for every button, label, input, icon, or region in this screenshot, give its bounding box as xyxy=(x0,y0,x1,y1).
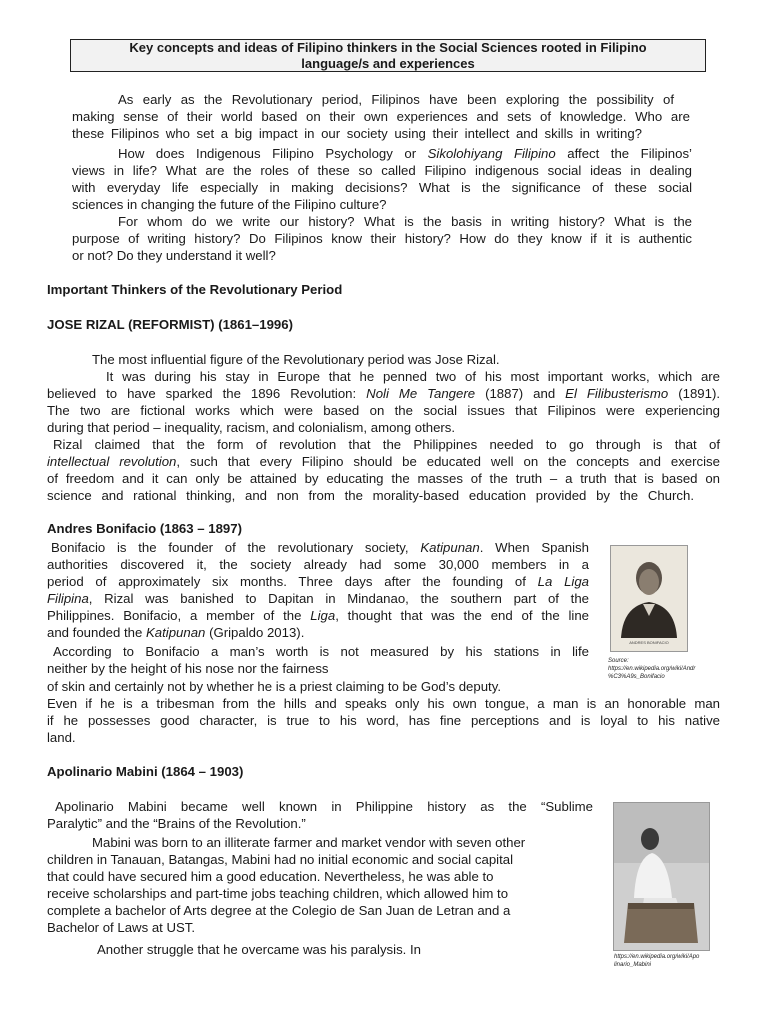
text-run: believed to have sparked the 1896 Revolution: xyxy=(47,386,367,401)
text-run: How does Indigenous Filipino Psychology or xyxy=(118,146,428,161)
italic-term: Liga xyxy=(310,608,336,623)
intro-line: making sense of their world based on their own experiences and sets of knowledge. Who are xyxy=(72,109,690,124)
intro-line: As early as the Revolutionary period, Filipinos have been exploring the possibility of xyxy=(118,92,674,107)
italic-title: Noli Me Tangere xyxy=(366,386,476,401)
intro-line: purpose of writing history? Do Filipinos know their history? How do they know if it is authentic xyxy=(72,231,692,246)
intro-line xyxy=(118,145,692,162)
mabini-line: complete a bachelor of Arts degree at the Colegio de San Juan de Letran and a xyxy=(47,903,511,918)
intro-line: or not? Do they understand it well? xyxy=(72,248,276,263)
text-run: Philippines. Bonifacio, a member of the xyxy=(47,608,311,623)
photo-drawing xyxy=(614,803,709,950)
bonifacio-line: authorities discovered it, the society already had some 30,000 members in a xyxy=(47,557,589,572)
mabini-line: receive scholarships and part-time jobs teaching children, which allowed him to xyxy=(47,886,509,901)
bonifacio-line: if he possesses good character, is true to his word, has fine perceptions and is loyal to his native xyxy=(47,713,720,728)
rizal-line: The two are fictional works which were based on the social issues that Filipinos were experiencing xyxy=(47,403,720,418)
mabini-line: Bachelor of Laws at UST. xyxy=(47,920,196,935)
rizal-line: The most influential figure of the Revolutionary period was Jose Rizal. xyxy=(92,352,500,367)
bonifacio-line: neither by the height of his nose nor the fairness xyxy=(47,661,329,676)
text-run: (1891). xyxy=(668,386,721,401)
text-run: , thought that was the end of the line xyxy=(335,608,589,623)
italic-term: Filipina xyxy=(47,591,89,606)
text-run: Bonifacio is the founder of the revolutionary society, xyxy=(51,540,421,555)
intro-line: with everyday life especially in making decisions? What is the significance of these social xyxy=(72,180,692,195)
text-run: , Rizal was banished to Dapitan in Mindanao, the southern part of the xyxy=(88,591,589,606)
rizal-line: Rizal claimed that the form of revolution that the Philippines needed to go through is that of xyxy=(53,437,720,452)
mabini-line: Apolinario Mabini became well known in Philippine history as the “Sublime xyxy=(55,799,593,814)
mabini-line: Paralytic” and the “Brains of the Revolution.” xyxy=(47,816,306,831)
section-heading: Important Thinkers of the Revolutionary Period xyxy=(47,282,343,297)
intro-line: views in life? What are the roles of these so called Filipino indigenous social ideas in dealing xyxy=(72,163,692,178)
bonifacio-line xyxy=(47,607,589,624)
source-label: Source: xyxy=(608,658,629,664)
portrait-caption: ANDRES BONIFACIO xyxy=(629,640,669,645)
document-title-line2: language/s and experiences xyxy=(301,56,475,71)
mabini-heading: Apolinario Mabini (1864 – 1903) xyxy=(47,764,244,779)
italic-term: Katipunan xyxy=(420,540,480,555)
bonifacio-source xyxy=(608,657,718,681)
italic-term: intellectual revolution xyxy=(47,454,177,469)
rizal-heading: JOSE RIZAL (REFORMIST) (1861–1996) xyxy=(47,317,293,332)
text-run: . When Spanish xyxy=(479,540,589,555)
italic-term: Katipunan xyxy=(146,625,206,640)
bonifacio-line xyxy=(51,539,589,556)
bonifacio-line: land. xyxy=(47,730,76,745)
bonifacio-line: According to Bonifacio a man’s worth is not measured by his stations in life xyxy=(53,644,589,659)
mabini-line: that could have secured him a good education. Nevertheless, he was able to xyxy=(47,869,494,884)
mabini-photo xyxy=(613,802,710,951)
rizal-line: during that period – inequality, racism, and colonialism, among others. xyxy=(47,420,456,435)
bonifacio-portrait xyxy=(610,545,688,652)
source-url: https://en.wikipedia.org/wiki/Apo xyxy=(614,954,700,960)
text-run: , such that every Filipino should be educated well on the concepts and exercise xyxy=(176,454,720,469)
rizal-line xyxy=(47,453,720,470)
intro-line: sciences in changing the future of the Filipino culture? xyxy=(72,197,387,212)
text-run: period of approximately six months. Three days after the founding of xyxy=(47,574,538,589)
text-run: (1887) and xyxy=(475,386,566,401)
bonifacio-line xyxy=(47,624,589,641)
text-run: (Gripaldo 2013). xyxy=(205,625,305,640)
text-run: and founded the xyxy=(47,625,146,640)
source-url: https://en.wikipedia.org/wiki/Andr xyxy=(608,666,696,672)
bonifacio-line: of skin and certainly not by whether he is a priest claiming to be God’s deputy. xyxy=(47,679,501,694)
italic-term: Sikolohiyang Filipino xyxy=(427,146,556,161)
mabini-line: Mabini was born to an illiterate farmer and market vendor with seven other xyxy=(92,835,526,850)
italic-title: El Filibusterismo xyxy=(565,386,669,401)
bonifacio-line xyxy=(47,590,589,607)
source-url: %C3%A9s_Bonifacio xyxy=(608,674,665,680)
rizal-line xyxy=(47,385,720,402)
mabini-line: Another struggle that he overcame was his paralysis. In xyxy=(97,942,421,957)
bonifacio-line: Even if he is a tribesman from the hills and speaks only his own tongue, a man is an honorable man xyxy=(47,696,720,711)
intro-line: For whom do we write our history? What is the basis in writing history? What is the xyxy=(118,214,692,229)
italic-term: La Liga xyxy=(537,574,590,589)
bonifacio-line xyxy=(47,573,589,590)
mabini-source xyxy=(614,953,724,969)
rizal-line: of freedom and it can only be attained by educating the masses of the truth – a truth that is based on xyxy=(47,471,720,486)
portrait-drawing xyxy=(611,546,687,651)
rizal-line: It was during his stay in Europe that he penned two of his most important works, which are xyxy=(106,369,720,384)
text-run: affect the Filipinos’ xyxy=(555,146,692,161)
document-title-line1: Key concepts and ideas of Filipino thinkers in the Social Sciences rooted in Filipino xyxy=(129,40,647,55)
intro-line: these Filipinos who set a big impact in our society using their intellect and skills in writing? xyxy=(72,126,642,141)
rizal-line: science and rational thinking, and non from the morality-based education provided by the Church. xyxy=(47,488,694,503)
source-url: linario_Mabini xyxy=(614,962,652,968)
bonifacio-heading: Andres Bonifacio (1863 – 1897) xyxy=(47,521,242,536)
mabini-line: children in Tanauan, Batangas, Mabini had no initial economic and social capital xyxy=(47,852,514,867)
document-title-box xyxy=(70,39,706,72)
